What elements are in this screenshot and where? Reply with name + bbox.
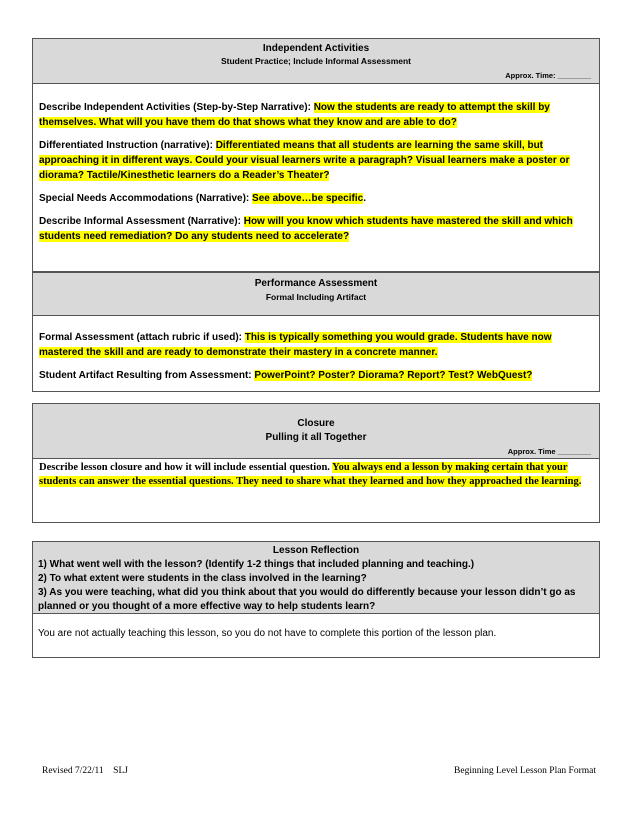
section-subtitle: Student Practice; Include Informal Assessment — [220, 56, 412, 66]
section-header — [33, 39, 599, 84]
section-body — [33, 84, 599, 244]
footer-format-title: Beginning Level Lesson Plan Format — [454, 766, 596, 776]
lesson-reflection-section — [32, 541, 600, 658]
informal-assessment-item: Describe Informal Assessment (Narrative): How will you know which students have mastered the skill and which students need remediation? Do any students need to accelerate? — [39, 216, 573, 242]
reflection-note: You are not actually teaching this lesson, so you do not have to complete this portion of the lesson plan. — [38, 628, 497, 639]
reflection-question-1: 1) What went well with the lesson? (Identify 1-2 things that included planning and teaching.) — [38, 559, 475, 570]
student-artifact-item: Student Artifact Resulting from Assessment: PowerPoint? Poster? Diorama? Report? Test? WebQuest? — [39, 370, 533, 381]
section-title: Closure — [297, 418, 335, 429]
reflection-question-3: 3) As you were teaching, what did you think about that you would do differently because your lesson didn’t go as planned or you thought of a more effective way to help students learn? — [38, 587, 576, 612]
independent-activities-section — [32, 38, 600, 272]
section-header — [33, 273, 599, 316]
special-needs-item: Special Needs Accommodations (Narrative): See above…be specific. — [39, 193, 366, 204]
approx-time: Approx. Time: ________ — [505, 71, 591, 80]
footer-revised: Revised 7/22/11 SLJ — [42, 766, 128, 776]
section-subtitle: Pulling it all Together — [265, 432, 367, 443]
approx-time: Approx. Time ________ — [507, 447, 591, 456]
closure-section — [32, 403, 600, 523]
section-subtitle: Formal Including Artifact — [265, 292, 367, 302]
section-title: Independent Activities — [262, 43, 370, 54]
section-body — [33, 316, 599, 383]
section-title: Lesson Reflection — [272, 545, 360, 556]
section-body — [33, 459, 599, 489]
closure-item: Describe lesson closure and how it will include essential question. You always end a lesson by making certain that your students can answer the essential questions. They need to share what they learned and how they approached the learning. — [39, 462, 582, 487]
formal-assessment-item: Formal Assessment (attach rubric if used): This is typically something you would grade. Students have now mastered the skill and are ready to demonstrate their mastery in a concrete manner. — [39, 332, 552, 358]
performance-assessment-section — [32, 272, 600, 392]
section-header — [33, 542, 599, 614]
differentiated-instruction-item: Differentiated Instruction (narrative): Differentiated means that all students are learning the same skill, but approaching it in different ways. Could your visual learners write a paragraph? Visual learners make a poster or diorama? Tactile/Kinesthetic learners do a Reader’s Theater? — [39, 140, 570, 181]
section-title: Performance Assessment — [254, 278, 378, 289]
section-header — [33, 404, 599, 459]
independent-activities-item: Describe Independent Activities (Step-by-Step Narrative): Now the students are ready to attempt the skill by themselves. What will you have them do that shows what they know and are able to do? — [39, 102, 550, 128]
reflection-question-2: 2) To what extent were students in the class involved in the learning? — [38, 573, 367, 584]
